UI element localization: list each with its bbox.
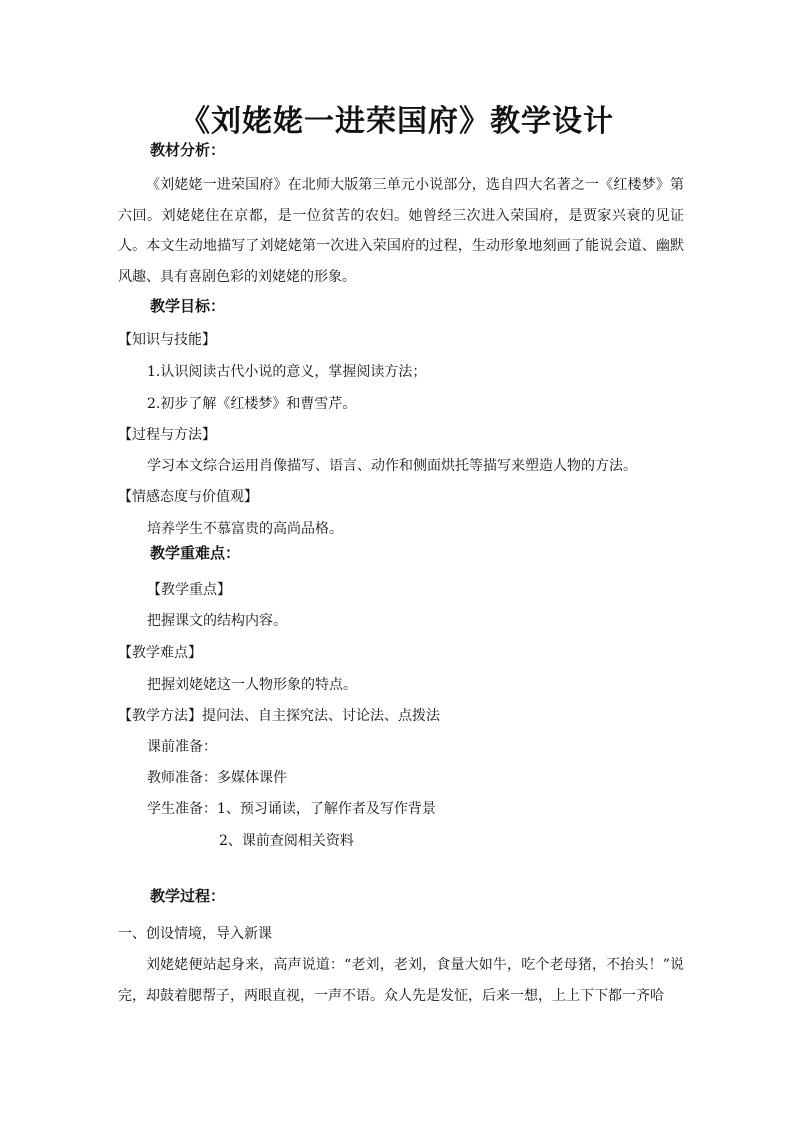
process-intro-paragraph: 刘姥姥便站起身来，高声说道：“老刘，老刘，食量大如牛，吃个老母猪，不抬头！”说完，却鼓着腮帮子，两眼直视，一声不语。众人先是发怔，后来一想，上上下下都一齐哈 bbox=[118, 957, 684, 1004]
student-preparation-1: 学生准备：1、预习诵读，了解作者及写作背景 bbox=[147, 801, 436, 817]
textbook-analysis-paragraph: 《刘姥姥一进荣国府》在北师大版第三单元小说部分，选自四大名著之一《红楼梦》第六回。刘姥姥住在京都，是一位贫苦的农妇。她曾经三次进入荣国府，是贾家兴衰的见证人。本文生动地描写了刘姥姥第一次进入荣国府的过程，生动形象地刻画了能说会道、幽默风趣、具有喜剧色彩的刘姥姥的形象。 bbox=[118, 177, 684, 285]
emotion-values-text: 培养学生不慕富贵的高尚品格。 bbox=[147, 521, 343, 537]
document-title: 《刘姥姥一进荣国府》教学设计 bbox=[180, 104, 614, 139]
key-points-heading: 教学重难点： bbox=[150, 544, 241, 562]
teaching-process-heading: 教学过程： bbox=[150, 887, 226, 905]
teaching-focus-label: 【教学重点】 bbox=[147, 582, 231, 598]
preparation-label: 课前准备： bbox=[147, 739, 217, 755]
textbook-analysis-heading: 教材分析： bbox=[150, 141, 226, 159]
teacher-preparation: 教师准备：多媒体课件 bbox=[147, 770, 287, 786]
objectives-heading: 教学目标： bbox=[150, 297, 226, 315]
process-methods-text: 学习本文综合运用肖像描写、语言、动作和侧面烘托等描写来塑造人物的方法。 bbox=[147, 458, 637, 474]
student-preparation-2: 2、课前查阅相关资料 bbox=[219, 833, 354, 849]
process-step-1: 一、创设情境，导入新课 bbox=[118, 926, 272, 942]
teaching-difficulty-label: 【教学难点】 bbox=[118, 645, 202, 661]
teaching-focus-text: 把握课文的结构内容。 bbox=[147, 613, 287, 629]
emotion-values-label: 【情感态度与价值观】 bbox=[118, 489, 258, 505]
teaching-difficulty-text: 把握刘姥姥这一人物形象的特点。 bbox=[147, 677, 357, 693]
process-methods-label: 【过程与方法】 bbox=[118, 427, 216, 443]
knowledge-skills-label: 【知识与技能】 bbox=[118, 332, 216, 348]
knowledge-item-1: 1.认识阅读古代小说的意义，掌握阅读方法； bbox=[147, 364, 427, 380]
teaching-methods: 【教学方法】提问法、自主探究法、讨论法、点拨法 bbox=[118, 708, 440, 724]
knowledge-item-2: 2.初步了解《红楼梦》和曹雪芹。 bbox=[147, 396, 357, 412]
